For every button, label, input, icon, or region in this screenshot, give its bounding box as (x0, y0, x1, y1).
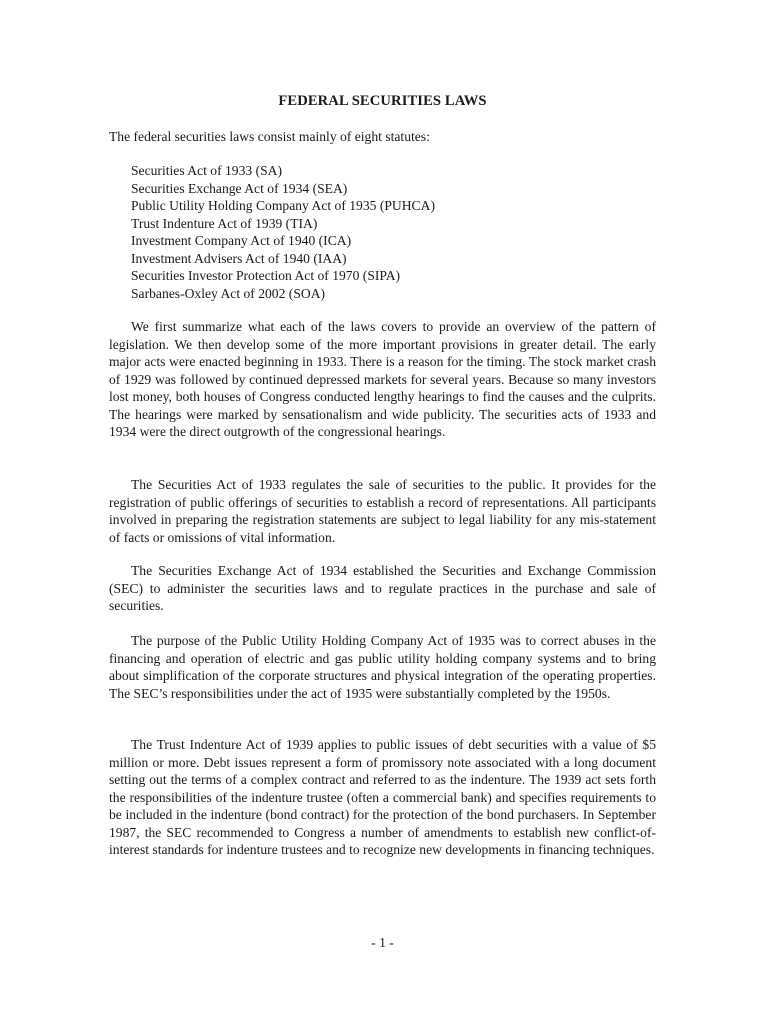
statute-list (131, 162, 651, 302)
document-page (109, 0, 656, 1024)
paragraph-securities-act-1933: The Securities Act of 1933 regulates the sale of securities to the public. It provides for the registration of public offerings of securities to establish a record of representations. All participants involved in preparing the registration statements are subject to legal liability for any mis-statement of facts or omissions of vital information. (109, 477, 656, 545)
page-number: - 1 - (371, 935, 394, 950)
statute-item: Investment Advisers Act of 1940 (IAA) (131, 250, 347, 266)
statute-item: Trust Indenture Act of 1939 (TIA) (131, 215, 318, 231)
statute-item: Securities Exchange Act of 1934 (SEA) (131, 180, 348, 196)
statute-item: Public Utility Holding Company Act of 1935 (PUHCA) (131, 198, 435, 213)
statute-item: Investment Company Act of 1940 (ICA) (131, 233, 352, 248)
paragraph-overview: We first summarize what each of the laws covers to provide an overview of the pattern of legislation. We then develop some of the more important provisions in greater detail. The early major acts were enacted beginning in 1933. There is a reason for the timing. The stock market crash of 1929 was followed by continued depressed markets for several years. Because so many investors lost money, both houses of Congress conducted lengthy hearings to find the causes and the culprits. The hearings were marked by sensationalism and wide publicity. The securities acts of 1933 and 1934 were the direct outgrowth of the congressional hearings. (109, 319, 656, 439)
statute-item: Securities Act of 1933 (SA) (131, 163, 283, 178)
statute-item: Securities Investor Protection Act of 1970 (SIPA) (131, 268, 401, 283)
paragraph-trust-indenture-1939: The Trust Indenture Act of 1939 applies to public issues of debt securities with a value of $5 million or more. Debt issues represent a form of promissory note associated with a long document setting out the terms of a complex contract and referred to as the indenture. The 1939 act sets forth the responsibilities of the indenture trustee (often a commercial bank) and specifies requirements to be included in the indenture (bond contract) for the protection of the bond purchasers. In September 1987, the SEC recommended to Congress a number of amendments to establish new conflict-of-interest standards for indenture trustees and to recognize new developments in financing techniques. (109, 737, 656, 857)
page-title: FEDERAL SECURITIES LAWS (278, 93, 487, 109)
paragraph-puhca-1935: The purpose of the Public Utility Holding Company Act of 1935 was to correct abuses in the financing and operation of electric and gas public utility holding company systems and to bring about simplification of the corporate structures and physical integration of the operating properties. The SEC’s responsibilities under the act of 1935 were substantially completed by the 1950s. (109, 633, 656, 701)
statute-item: Sarbanes-Oxley Act of 2002 (SOA) (131, 285, 326, 301)
intro-text: The federal securities laws consist mainly of eight statutes: (109, 129, 430, 144)
paragraph-exchange-act-1934: The Securities Exchange Act of 1934 established the Securities and Exchange Commission (SEC) to administer the securities laws and to regulate practices in the purchase and sale of securities. (109, 563, 656, 613)
